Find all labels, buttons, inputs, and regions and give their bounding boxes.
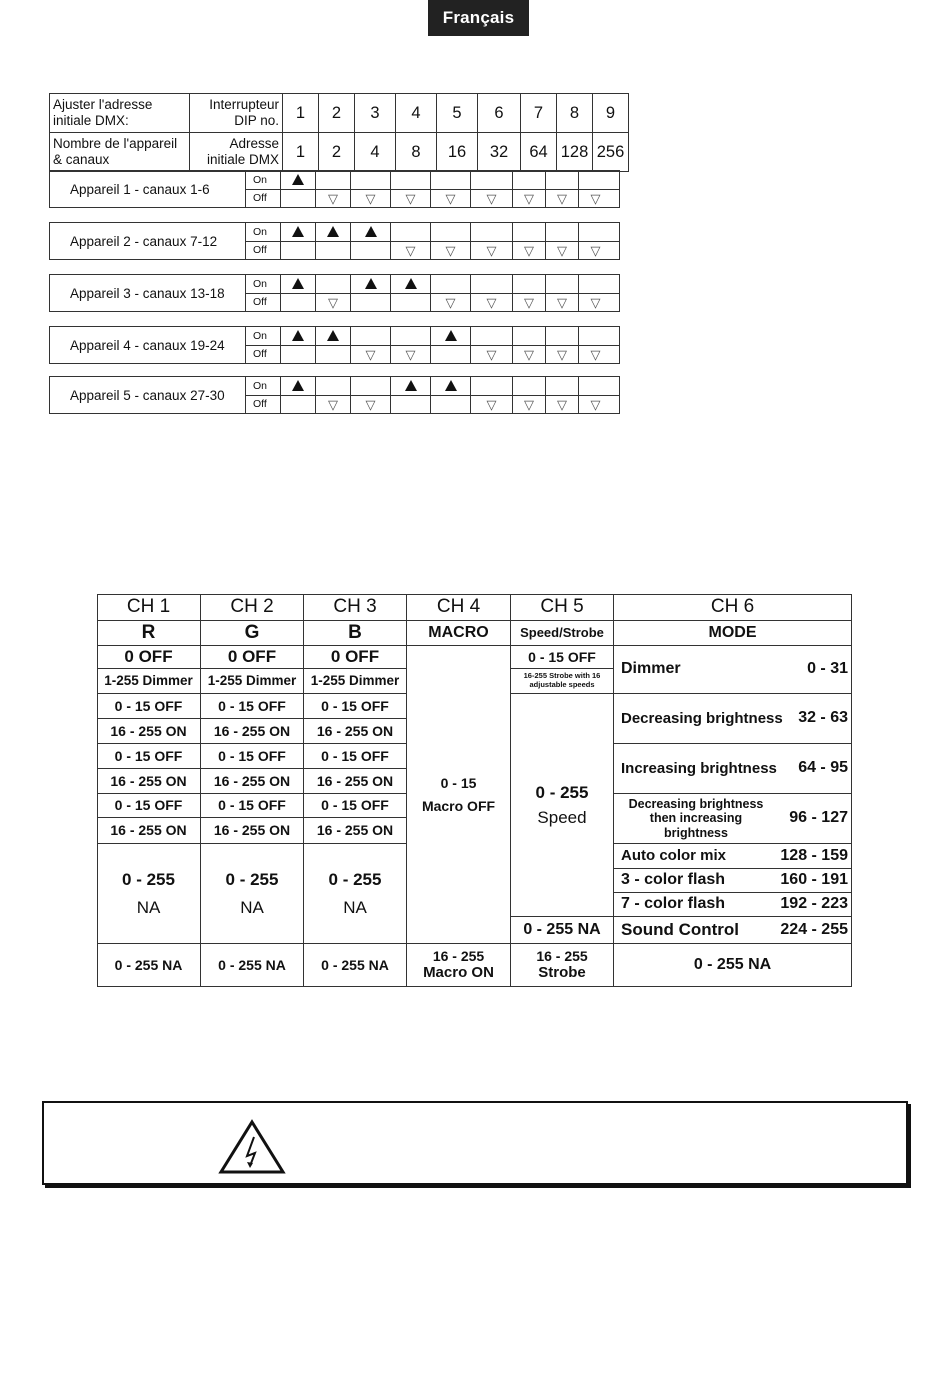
dip-device-row: [49, 170, 620, 208]
switch-off-icon: ▽: [365, 396, 376, 412]
dip-switch-cell: [351, 396, 391, 414]
switch-off-icon: ▽: [405, 346, 416, 362]
ch6-mode-label: 7 - color flash: [621, 895, 726, 913]
dip-switch-cell: [513, 190, 546, 208]
switch-off-icon: ▽: [328, 294, 338, 310]
ch5-speed-label: Speed: [537, 807, 587, 827]
dip-switch-cell: [431, 190, 471, 208]
rgb-value-cell: 1-255 Dimmer: [97, 669, 201, 694]
rgb-na-range: 0 - 255: [328, 869, 382, 889]
dip-state-label: Off: [246, 396, 281, 414]
rgb-value-cell: 16 - 255 ON: [201, 719, 304, 744]
electric-hazard-icon: [218, 1119, 286, 1175]
ch6-mode-range: 0 - 31: [807, 660, 848, 678]
rgb-na-cell: [304, 844, 407, 944]
ch6-mode-row: [614, 646, 852, 694]
dip-switch-number: 4: [396, 94, 437, 133]
rgb-value-cell: 0 - 15 OFF: [97, 694, 201, 719]
dip-switch-number: 5: [437, 94, 478, 133]
ch6-mode-range: 64 - 95: [798, 759, 848, 777]
switch-off-icon: ▽: [328, 396, 338, 412]
dip-switch-table: [49, 93, 629, 412]
switch-off-icon: ▽: [405, 190, 416, 206]
dip-switch-cell: [431, 396, 471, 414]
dip-switch-cell: [471, 171, 513, 189]
dip-switch-cell: [471, 396, 513, 414]
dip-state-label: Off: [246, 294, 281, 312]
dip-switch-cell: [431, 275, 471, 293]
ch6-mode-range: 192 - 223: [780, 895, 848, 913]
rgb-value-cell: 0 - 15 OFF: [201, 694, 304, 719]
language-badge: Français: [428, 0, 529, 36]
dip-switch-cell: [546, 327, 579, 345]
dip-switch-cell: [546, 396, 579, 414]
dip-switch-cell: [281, 377, 316, 395]
dip-switch-cell: [546, 171, 579, 189]
ch6-mode-label: Dimmer: [621, 660, 681, 678]
dip-switch-cell: [471, 346, 513, 364]
switch-on-icon: [445, 330, 457, 341]
dip-switch-cell: [316, 327, 351, 345]
rgb-na-cell: [97, 844, 201, 944]
dip-switch-cell: [391, 346, 431, 364]
dip-state-row-on: [246, 171, 619, 190]
dip-switch-cell: [391, 294, 431, 312]
dip-device-name: Appareil 4 - canaux 19-24: [50, 327, 246, 363]
switch-on-icon: [365, 278, 377, 289]
dip-device-state-rows: [246, 275, 619, 311]
switch-off-icon: ▽: [405, 242, 416, 258]
dip-switch-cell: [316, 396, 351, 414]
rgb-value-cell: 1-255 Dimmer: [201, 669, 304, 694]
dip-state-label: Off: [246, 346, 281, 364]
dip-switch-cell: [391, 377, 431, 395]
rgb-na-label: NA: [136, 897, 161, 917]
ch-subheader: Speed/Strobe: [511, 621, 614, 646]
ch4-macro-on-range: 16 - 255: [432, 948, 485, 965]
dip-switch-cell: [351, 190, 391, 208]
rgb-value-cell: 16 - 255 ON: [97, 769, 201, 794]
dip-switch-cell: [316, 190, 351, 208]
dip-label-device: Nombre de l'appareil & canaux: [50, 133, 190, 172]
switch-on-icon: [445, 380, 457, 391]
dip-switch-cell: [513, 346, 546, 364]
dip-switch-cell: [431, 377, 471, 395]
dip-state-row-off: [246, 190, 619, 208]
dip-switch-cell: [579, 327, 612, 345]
dip-label-start-address: Adresse initiale DMX: [190, 133, 283, 172]
dip-switch-cell: [391, 327, 431, 345]
ch5-strobe: [511, 944, 614, 987]
ch6-mode-label: Decreasing brightness then increasing brightness: [628, 796, 764, 840]
ch-header: CH 3: [304, 594, 407, 621]
switch-on-icon: [327, 330, 339, 341]
switch-off-icon: ▽: [524, 346, 534, 362]
dip-switch-cell: [281, 190, 316, 208]
dip-device-row: [49, 376, 620, 414]
dip-switch-cell: [513, 223, 546, 241]
dip-switch-cell: [316, 346, 351, 364]
rgb-value-cell: 0 - 15 OFF: [304, 744, 407, 769]
dip-switch-cell: [579, 223, 612, 241]
dip-header-row-switch: [50, 94, 629, 133]
dip-address-value: 2: [319, 133, 355, 172]
rgb-na-range: 0 - 255: [122, 869, 175, 889]
switch-off-icon: ▽: [557, 346, 567, 362]
dip-switch-number: 9: [593, 94, 629, 133]
dip-device-row: [49, 274, 620, 312]
dip-switch-cell: [351, 242, 391, 260]
ch6-mode-label: Auto color mix: [621, 847, 727, 865]
dip-switch-number: 7: [521, 94, 557, 133]
ch6-mode-label: 3 - color flash: [621, 871, 726, 889]
dip-switch-cell: [546, 223, 579, 241]
rgb-value-cell: 16 - 255 ON: [304, 719, 407, 744]
switch-off-icon: ▽: [590, 396, 601, 412]
dip-switch-cell: [316, 294, 351, 312]
rgb-value-cell: 1-255 Dimmer: [304, 669, 407, 694]
ch6-mode-range: 224 - 255: [780, 920, 848, 938]
dip-label-switch-no: Interrupteur DIP no.: [190, 94, 283, 133]
dip-switch-number: 8: [557, 94, 593, 133]
dip-state-row-off: [246, 346, 619, 364]
dip-switch-cell: [513, 275, 546, 293]
ch6-mode-row: [614, 893, 852, 917]
ch-subheader: MACRO: [407, 621, 511, 646]
dip-state-row-on: [246, 223, 619, 242]
rgb-value-cell: 0 - 255 NA: [304, 944, 407, 987]
dip-switch-cell: [351, 346, 391, 364]
ch6-mode-row: [614, 744, 852, 794]
ch4-macro-off: [407, 646, 511, 944]
rgb-value-cell: 16 - 255 ON: [97, 818, 201, 844]
dip-state-label: On: [246, 275, 281, 293]
warning-box: [42, 1101, 908, 1185]
dip-state-row-on: [246, 377, 619, 396]
switch-on-icon: [292, 380, 304, 391]
dip-switch-cell: [391, 242, 431, 260]
ch6-mode-row: [614, 794, 852, 844]
switch-off-icon: ▽: [445, 242, 456, 258]
dip-switch-cell: [281, 171, 316, 189]
ch-subheader: R: [97, 621, 201, 646]
dip-device-name: Appareil 1 - canaux 1-6: [50, 171, 246, 207]
switch-on-icon: [327, 226, 339, 237]
dip-switch-cell: [281, 275, 316, 293]
switch-off-icon: ▽: [445, 294, 456, 310]
ch6-mode-row: [614, 917, 852, 944]
ch5-off: 0 - 15 OFF: [511, 646, 614, 669]
dip-switch-cell: [431, 223, 471, 241]
switch-on-icon: [292, 174, 304, 185]
dip-switch-cell: [281, 327, 316, 345]
dip-header: [49, 93, 629, 172]
dip-switch-cell: [513, 327, 546, 345]
switch-off-icon: ▽: [590, 346, 601, 362]
dip-switch-cell: [316, 275, 351, 293]
dip-state-label: On: [246, 223, 281, 241]
dip-device-state-rows: [246, 327, 619, 363]
ch6-mode-label: Sound Control: [621, 920, 740, 940]
ch6-mode-label: Decreasing brightness: [621, 709, 783, 727]
rgb-value-cell: 16 - 255 ON: [201, 818, 304, 844]
switch-off-icon: ▽: [524, 396, 534, 412]
dip-address-value: 256: [593, 133, 629, 172]
dip-switch-number: 3: [355, 94, 396, 133]
ch6-mode-row: [614, 844, 852, 869]
dip-switch-cell: [281, 396, 316, 414]
ch4-macro-off-label: Macro OFF: [421, 797, 496, 814]
rgb-na-label: NA: [240, 897, 264, 917]
dip-switch-cell: [391, 190, 431, 208]
dip-switch-cell: [579, 294, 612, 312]
ch6-na: 0 - 255 NA: [614, 944, 852, 987]
dip-switch-number: 6: [478, 94, 521, 133]
switch-off-icon: ▽: [524, 242, 534, 258]
dip-state-row-on: [246, 275, 619, 294]
rgb-value-cell: 0 - 15 OFF: [97, 744, 201, 769]
dip-device-state-rows: [246, 171, 619, 207]
switch-off-icon: ▽: [486, 190, 497, 206]
rgb-value-cell: 0 - 255 NA: [201, 944, 304, 987]
rgb-value-cell: 0 - 255 NA: [97, 944, 201, 987]
dip-switch-number: 2: [319, 94, 355, 133]
dip-state-label: Off: [246, 190, 281, 208]
dip-device-name: Appareil 3 - canaux 13-18: [50, 275, 246, 311]
ch6-mode-range: 32 - 63: [798, 709, 848, 727]
dip-switch-cell: [546, 294, 579, 312]
dip-switch-cell: [579, 275, 612, 293]
dip-switch-cell: [579, 377, 612, 395]
dip-switch-cell: [391, 171, 431, 189]
dip-switch-cell: [281, 294, 316, 312]
ch5-speed: [511, 694, 614, 917]
dip-switch-cell: [316, 171, 351, 189]
dip-switch-cell: [471, 275, 513, 293]
dip-address-value: 32: [478, 133, 521, 172]
dip-switch-cell: [281, 346, 316, 364]
switch-on-icon: [405, 278, 417, 289]
dip-switch-cell: [471, 223, 513, 241]
dip-address-value: 8: [396, 133, 437, 172]
dip-switch-cell: [471, 377, 513, 395]
switch-off-icon: ▽: [590, 190, 601, 206]
dip-switch-cell: [546, 242, 579, 260]
dip-switch-cell: [471, 190, 513, 208]
dip-state-row-on: [246, 327, 619, 346]
dip-switch-cell: [546, 346, 579, 364]
dip-switch-cell: [391, 275, 431, 293]
dip-switch-cell: [316, 223, 351, 241]
switch-off-icon: ▽: [365, 190, 376, 206]
dip-state-label: On: [246, 171, 281, 189]
switch-off-icon: ▽: [486, 346, 497, 362]
switch-off-icon: ▽: [590, 294, 601, 310]
dip-state-row-off: [246, 396, 619, 414]
dip-device-state-rows: [246, 223, 619, 259]
rgb-value-cell: 0 - 15 OFF: [97, 794, 201, 818]
ch4-macro-on: [407, 944, 511, 987]
rgb-value-cell: 0 - 15 OFF: [201, 744, 304, 769]
ch-subheader: B: [304, 621, 407, 646]
dip-state-row-off: [246, 294, 619, 312]
dip-switch-cell: [351, 377, 391, 395]
ch-subheader: G: [201, 621, 304, 646]
ch5-na: 0 - 255 NA: [511, 917, 614, 944]
switch-off-icon: ▽: [365, 346, 376, 362]
rgb-value-cell: 0 OFF: [304, 646, 407, 669]
ch6-mode-label: Increasing brightness: [621, 759, 777, 777]
switch-on-icon: [405, 380, 417, 391]
dip-switch-cell: [351, 327, 391, 345]
dip-address-value: 4: [355, 133, 396, 172]
ch-header: CH 2: [201, 594, 304, 621]
rgb-value-cell: 0 - 15 OFF: [201, 794, 304, 818]
dip-switch-cell: [513, 294, 546, 312]
switch-off-icon: ▽: [557, 294, 567, 310]
switch-off-icon: ▽: [486, 396, 497, 412]
ch-header: CH 6: [614, 594, 852, 621]
ch5-strobe-label: Strobe: [538, 964, 586, 982]
rgb-na-label: NA: [343, 897, 367, 917]
dip-switch-cell: [579, 171, 612, 189]
dip-switch-cell: [431, 294, 471, 312]
dip-address-value: 128: [557, 133, 593, 172]
ch4-macro-on-label: Macro ON: [423, 964, 494, 982]
dip-switch-cell: [546, 377, 579, 395]
dip-switch-cell: [351, 171, 391, 189]
switch-on-icon: [292, 330, 304, 341]
dip-switch-cell: [546, 275, 579, 293]
switch-off-icon: ▽: [328, 190, 338, 206]
rgb-value-cell: 0 - 15 OFF: [304, 694, 407, 719]
ch6-mode-range: 128 - 159: [780, 846, 848, 864]
dip-switch-cell: [513, 171, 546, 189]
dip-state-label: On: [246, 327, 281, 345]
ch5-speed-range: 0 - 255: [535, 782, 589, 802]
dip-state-label: On: [246, 377, 281, 395]
dip-device-name: Appareil 5 - canaux 27-30: [50, 377, 246, 413]
dip-switch-cell: [579, 242, 612, 260]
rgb-na-range: 0 - 255: [225, 869, 279, 889]
rgb-na-cell: [201, 844, 304, 944]
ch5-strobe-speeds: 16-255 Strobe with 16 adjustable speeds: [511, 669, 614, 694]
dip-switch-number: 1: [283, 94, 319, 133]
dip-device-row: [49, 222, 620, 260]
switch-off-icon: ▽: [557, 190, 567, 206]
switch-off-icon: ▽: [557, 396, 567, 412]
switch-off-icon: ▽: [590, 242, 601, 258]
rgb-value-cell: 0 OFF: [97, 646, 201, 669]
dip-address-value: 64: [521, 133, 557, 172]
ch6-mode-row: [614, 869, 852, 893]
dip-address-value: 16: [437, 133, 478, 172]
dip-switch-cell: [513, 377, 546, 395]
dip-switch-cell: [546, 190, 579, 208]
dip-address-value: 1: [283, 133, 319, 172]
switch-on-icon: [292, 278, 304, 289]
rgb-value-cell: 16 - 255 ON: [201, 769, 304, 794]
dip-switch-cell: [316, 377, 351, 395]
switch-off-icon: ▽: [486, 242, 497, 258]
dip-switch-cell: [281, 223, 316, 241]
ch6-mode-range: 96 - 127: [789, 809, 848, 827]
dip-switch-cell: [579, 346, 612, 364]
dip-switch-cell: [579, 190, 612, 208]
channel-table: [97, 594, 852, 987]
dip-device-name: Appareil 2 - canaux 7-12: [50, 223, 246, 259]
switch-off-icon: ▽: [486, 294, 497, 310]
dip-switch-cell: [431, 242, 471, 260]
ch6-mode-row: [614, 694, 852, 744]
dip-device-state-rows: [246, 377, 619, 413]
switch-on-icon: [292, 226, 304, 237]
dip-switch-cell: [471, 242, 513, 260]
dip-header-row-address: [50, 133, 629, 172]
ch-subheader: MODE: [614, 621, 852, 646]
dip-switch-cell: [471, 294, 513, 312]
rgb-value-cell: 16 - 255 ON: [97, 719, 201, 744]
dip-state-row-off: [246, 242, 619, 260]
dip-switch-cell: [351, 275, 391, 293]
ch-header: CH 5: [511, 594, 614, 621]
ch5-strobe-range: 16 - 255: [536, 948, 588, 965]
switch-off-icon: ▽: [524, 294, 534, 310]
rgb-value-cell: 0 OFF: [201, 646, 304, 669]
ch6-mode-range: 160 - 191: [780, 871, 848, 889]
dip-device-row: [49, 326, 620, 364]
dip-switch-cell: [351, 223, 391, 241]
dip-switch-cell: [431, 346, 471, 364]
rgb-value-cell: 0 - 15 OFF: [304, 794, 407, 818]
switch-on-icon: [365, 226, 377, 237]
switch-off-icon: ▽: [524, 190, 534, 206]
rgb-value-cell: 16 - 255 ON: [304, 818, 407, 844]
dip-switch-cell: [471, 327, 513, 345]
dip-state-label: Off: [246, 242, 281, 260]
ch-header: CH 1: [97, 594, 201, 621]
dip-switch-cell: [351, 294, 391, 312]
dip-switch-cell: [391, 223, 431, 241]
ch4-macro-off-range: 0 - 15: [440, 775, 477, 792]
rgb-value-cell: 16 - 255 ON: [304, 769, 407, 794]
switch-off-icon: ▽: [557, 242, 567, 258]
dip-label-adjust: Ajuster l'adresse initiale DMX:: [50, 94, 190, 133]
dip-switch-cell: [391, 396, 431, 414]
dip-switch-cell: [579, 396, 612, 414]
dip-switch-cell: [431, 171, 471, 189]
switch-off-icon: ▽: [445, 190, 456, 206]
dip-switch-cell: [513, 396, 546, 414]
dip-switch-cell: [316, 242, 351, 260]
dip-switch-cell: [281, 242, 316, 260]
dip-switch-cell: [431, 327, 471, 345]
dip-switch-cell: [513, 242, 546, 260]
ch-header: CH 4: [407, 594, 511, 621]
